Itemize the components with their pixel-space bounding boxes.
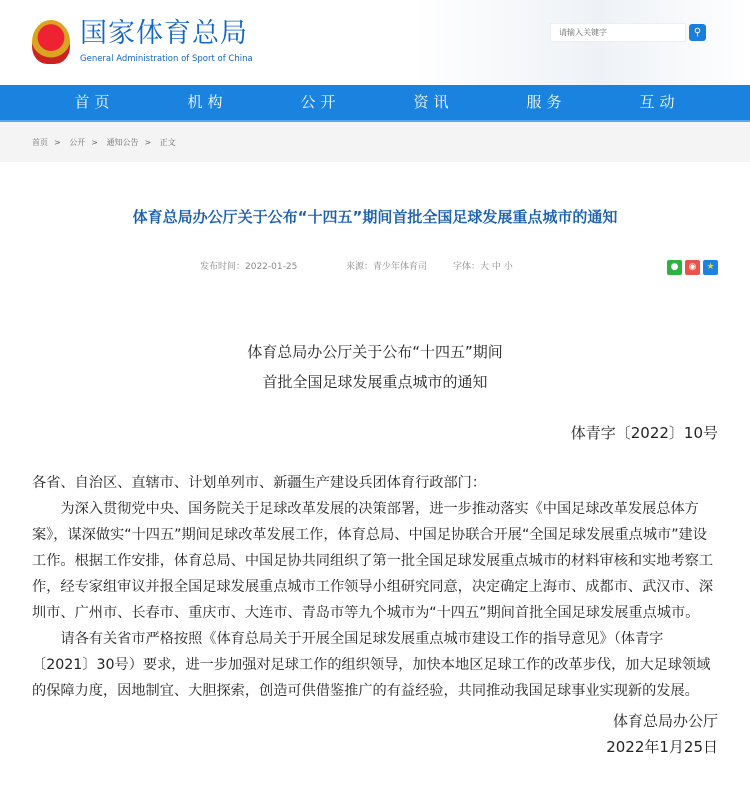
search-input[interactable]: 请输入关键字 (550, 23, 686, 42)
crumb-home[interactable]: 首页 (32, 138, 48, 147)
font-size-selector[interactable]: 字体：大 中 小 (453, 262, 513, 272)
article-body (32, 470, 718, 704)
crumb-notices[interactable]: 通知公告 (106, 138, 139, 147)
search-icon[interactable]: ⚲ (689, 24, 706, 41)
nav-home[interactable]: 首页 (74, 93, 115, 111)
favorite-star-icon[interactable]: ★ (703, 260, 718, 275)
salutation: 各省、自治区、直辖市、计划单列市、新疆生产建设兵团体育行政部门： (32, 475, 487, 491)
chevron-icon: > (144, 138, 152, 147)
chevron-icon: > (54, 138, 61, 147)
publish-time: 发布时间：2022-01-25 (200, 262, 298, 272)
nav-disclosure[interactable]: 公开 (300, 93, 341, 111)
article-container (0, 206, 750, 760)
article-title: 体育总局办公厅关于公布“十四五”期间首批全国足球发展重点城市的通知 (132, 208, 618, 226)
national-emblem-icon (32, 20, 70, 64)
paragraph: 请各有关省市严格按照《体育总局关于开展全国足球发展重点城市建设工作的指导意见》（体青字〔2021〕30号）要求，进一步加强对足球工作的组织领导，加快本地区足球工作的改革步伐，加大足球领域的保障力度，因地制宜、大胆探索，创造可供借鉴推广的有益经验，共同推动我国足球事业实现新的发展。 (32, 631, 711, 699)
logo-subtitle: General Administration of Sport of China (80, 54, 253, 64)
nav-interaction[interactable]: 互动 (639, 93, 680, 111)
nav-services[interactable]: 服务 (526, 93, 567, 111)
weibo-share-icon[interactable]: ◉ (685, 260, 700, 275)
breadcrumb (0, 122, 750, 162)
crumb-disclosure[interactable]: 公开 (69, 138, 86, 147)
site-header (0, 0, 750, 85)
article-meta (32, 259, 718, 275)
doc-heading-line1: 体育总局办公厅关于公布“十四五”期间 (247, 343, 503, 361)
signature: 体育总局办公厅 (612, 712, 718, 730)
doc-heading-line2: 首批全国足球发展重点城市的通知 (262, 373, 488, 391)
nav-organization[interactable]: 机构 (187, 93, 228, 111)
date: 2022年1月25日 (606, 738, 718, 756)
nav-news[interactable]: 资讯 (413, 93, 454, 111)
main-nav (0, 85, 750, 122)
wechat-share-icon[interactable]: ● (667, 260, 682, 275)
source: 来源：青少年体育司 (346, 262, 428, 272)
paragraph: 为深入贯彻党中央、国务院关于足球改革发展的决策部署，进一步推动落实《中国足球改革发展总体方案》，谋深做实“十四五”期间足球改革发展工作，体育总局、中国足协联合开展“全国足球发展重点城市”建设工作。根据工作安排，体育总局、中国足协共同组织了第一批全国足球发展重点城市的材料审核和实地考察工作，经专家组审议并报全国足球发展重点城市工作领导小组研究同意，决定确定上海市、成都市、武汉市、深圳市、广州市、长春市、重庆市、大连市、青岛市等九个城市为“十四五”期间首批全国足球发展重点城市。 (32, 501, 714, 621)
doc-number: 体青字〔2022〕10号 (570, 424, 718, 442)
logo-title[interactable]: 国家体育总局 (80, 18, 248, 49)
crumb-current: 正文 (159, 138, 176, 147)
chevron-icon: > (91, 138, 98, 147)
